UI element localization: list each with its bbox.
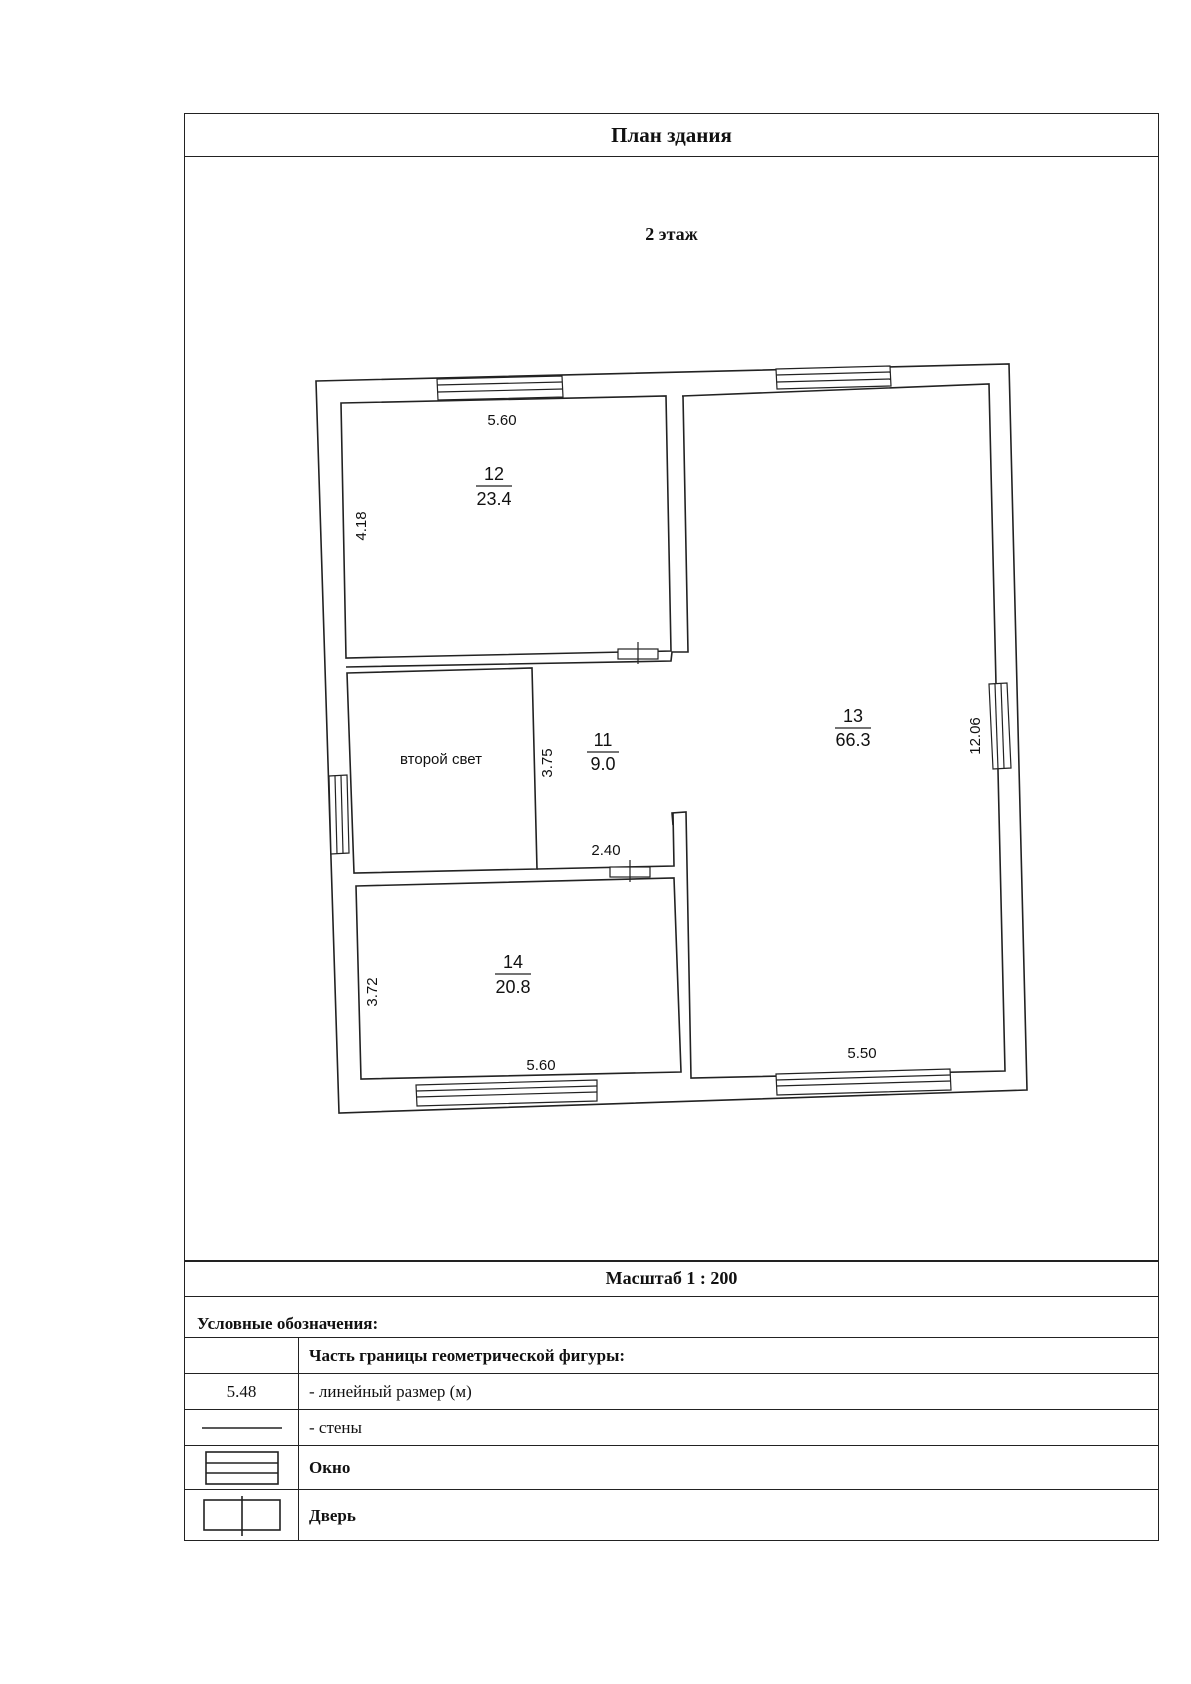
window-west — [329, 775, 349, 854]
wall-line-icon — [201, 1423, 283, 1433]
second-light-outline — [347, 668, 537, 873]
legend-row-walls — [185, 1409, 1158, 1445]
window-north-left — [437, 376, 563, 400]
legend-row-door — [185, 1489, 1158, 1541]
room-14-number: 14 — [502, 952, 524, 972]
door-symbol-icon — [202, 1494, 282, 1538]
room-12-number: 12 — [483, 464, 505, 484]
legend-heading: Условные обозначения: — [197, 1314, 379, 1333]
window-south-right — [776, 1069, 951, 1095]
legend-window-label: Окно — [309, 1457, 351, 1477]
room-11-lower-wall — [537, 813, 674, 869]
room-11-upper-wall — [346, 396, 688, 667]
window-north-right — [776, 366, 891, 389]
room-14-area: 20.8 — [495, 977, 531, 997]
legend-row-window — [185, 1445, 1158, 1489]
dim-room13-width: 5.50 — [847, 1045, 877, 1062]
room-13-area: 66.3 — [835, 730, 871, 750]
legend-row-linear — [185, 1373, 1158, 1409]
window-east — [989, 683, 1011, 769]
window-symbol-icon — [205, 1450, 279, 1486]
outer-wall — [316, 364, 1027, 1113]
dim-room14-width: 5.60 — [526, 1057, 556, 1074]
room-12-area: 23.4 — [476, 489, 512, 509]
dim-room14-height: 3.72 — [364, 977, 381, 1007]
dim-room12-height: 4.18 — [353, 511, 370, 541]
dim-room12-width: 5.60 — [487, 412, 517, 429]
room-12-outline — [341, 396, 671, 658]
legend-symbol-empty — [185, 1338, 299, 1373]
dim-room11-height: 3.75 — [539, 748, 556, 778]
second-light-label: второй свет — [400, 751, 482, 768]
legend-row-boundary — [185, 1337, 1158, 1373]
window-south-left — [416, 1080, 597, 1106]
floor-label: 2 этаж — [645, 224, 698, 244]
scale-label: Масштаб 1 : 200 — [185, 1260, 1158, 1297]
legend-walls-label: - стены — [309, 1417, 362, 1437]
legend-boundary-label: Часть границы геометрической фигуры: — [309, 1345, 626, 1365]
dim-room11-width: 2.40 — [591, 842, 621, 859]
room-11-number: 11 — [593, 730, 613, 750]
document-title: План здания — [185, 114, 1158, 157]
dim-room13-height: 12.06 — [967, 717, 984, 755]
room-13-number: 13 — [842, 706, 864, 726]
legend-linear-sample: 5.48 — [185, 1374, 299, 1409]
floor-plan-drawing — [185, 156, 1157, 1260]
drawing-area — [185, 156, 1158, 1262]
legend-linear-label: - линейный размер (м) — [309, 1381, 472, 1401]
plan-sheet — [184, 113, 1159, 1541]
legend-door-label: Дверь — [309, 1505, 356, 1525]
room-11-area: 9.0 — [590, 754, 616, 774]
